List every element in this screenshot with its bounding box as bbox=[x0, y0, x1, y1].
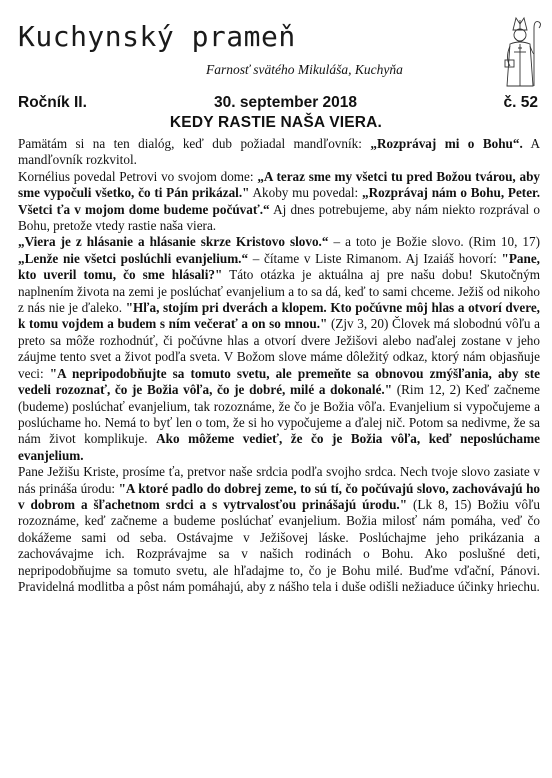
newsletter-title: Kuchynský prameň bbox=[18, 20, 296, 53]
bold-text-run: Ako môžeme vedieť, že čo je Božia vôľa, keď neposlúchame evanjelium. bbox=[18, 431, 540, 463]
bold-text-run: "Pane, kto uveril tomu, čo sme hlásali?" bbox=[18, 250, 540, 283]
text-run: (Zjv 3, 20) Človek má slobodnú vôľu a preto sa môže rozhodnúť, či počúvne hlas a otvorí dvere Ježišovi alebo naďalej zostane v jeho záujme tento svet a život podľa sveta. V Božom slove máme dôležitý odkaz, ktorý nám objasňuje veci: bbox=[18, 316, 540, 381]
bold-text-run: „Lenže nie všetci poslúchli evanjelium.“ bbox=[18, 250, 249, 266]
parish-subtitle: Farnosť svätého Mikuláša, Kuchyňa bbox=[206, 62, 403, 77]
text-run: (Lk 8, 15) Božiu vôľu rozoznáme, keď začneme a budeme poslúchať evanjelium. Božia milosť nám pomáha, veď čo dokážeme sami od seba. Ostávajme v Ježišovej láske. Poslúchajme jeho prikázania a zachovávajme ich. Rozprávajme sa v našich rodinách o Bohu. Ako poslušné deti, nepripodobňujme sa tomuto svetu, ale hľadajme to, čo je Bohu milé. Buďme vďační, Pánovi. Pravidelná modlitba a pôst nám pomáhajú, aby z nášho tela i duše odišli nežiaduce účinky hriechu. bbox=[18, 496, 541, 594]
article-paragraph bbox=[18, 234, 540, 464]
text-run: A mandľovník rozkvitol. bbox=[18, 136, 541, 168]
text-run: Táto otázka je aktuálna aj pre našu dobu! Skutočným naplnením života na zemi je poslúchať evanjelium a to sa dá, keď to sami chceme. Ježiš od nikoho z nás nie je ďaleko. bbox=[18, 267, 540, 316]
text-run: Akoby mu povedal: bbox=[249, 185, 362, 201]
text-run: Pane Ježišu Kriste, prosíme ťa, pretvor naše srdcia podľa svojho srdca. Nech tvoje slovo zasiate v nás prináša úrodu: bbox=[18, 464, 540, 496]
article-paragraph bbox=[18, 464, 540, 595]
text-run: Aj dnes potrebujeme, aby nám niekto rozprával o Bohu, pretože vtedy rastie naša viera. bbox=[18, 201, 540, 234]
bold-text-run: "A ktoré padlo do dobrej zeme, to sú tí, čo počúvajú slovo, zachovávajú ho v dobrom a šľachetnom srdci a s vytrvalosťou prinášajú úrodu." bbox=[18, 480, 541, 512]
bold-text-run: „Rozprávaj nám o Bohu, Peter. Všetci ťa v mojom dome budeme počúvať.“ bbox=[18, 185, 540, 217]
bold-text-run: "A nepripodobňujte sa tomuto svetu, ale premeňte sa obnovou zmýšľania, aby ste vedeli rozoznať, čo je Božia vôľa, čo je dobré, milé a dokonalé." bbox=[18, 365, 540, 398]
bold-text-run: „Rozprávaj mi o Bohu“. bbox=[370, 136, 523, 151]
bold-text-run: „Viera je z hlásanie a hlásanie skrze Kristovo slovo.“ bbox=[18, 234, 329, 250]
volume-label: Ročník II. bbox=[18, 94, 87, 111]
text-run: (Rim 12, 2) Keď začneme (budeme) poslúchať evanjelium, tak rozoznáme, že čo je Božia vôľa. Evanjelium si vypočujeme a poslúchame ho. Nemá to byť len o tom, že si ho vypočujeme a ďalej nič. Potom sa nedivme, že sa nám život komplikuje. bbox=[18, 382, 541, 447]
issue-number: č. 52 bbox=[503, 94, 538, 111]
issue-date: 30. september 2018 bbox=[214, 94, 358, 111]
article-headline: KEDY RASTIE NAŠA VIERA. bbox=[169, 114, 383, 131]
bishop-saint-nicholas-icon bbox=[496, 14, 544, 90]
article-paragraph bbox=[18, 169, 540, 235]
masthead bbox=[16, 20, 486, 90]
text-run: Kornélius povedal Petrovi vo svojom dome: bbox=[18, 168, 258, 184]
text-run: Pamätám si na ten dialóg, keď dub požiadal mandľovník: bbox=[18, 136, 371, 151]
bold-text-run: "Hľa, stojím pri dverách a klopem. Kto počúvne môj hlas a otvorí dvere, k tomu vojdem a budem s ním večerať a on so mnou." bbox=[18, 300, 540, 332]
issue-info-row bbox=[18, 94, 538, 114]
bold-text-run: „A teraz sme my všetci tu pred Božou tvárou, aby sme vypočuli všetko, čo ti Pán prikázal." bbox=[18, 168, 540, 201]
article-paragraph bbox=[18, 136, 540, 169]
article-body bbox=[18, 136, 540, 595]
text-run: – a toto je Božie slovo. (Rim 10, 17) bbox=[328, 234, 540, 250]
text-run: – čítame v Liste Rimanom. Aj Izaiáš hovorí: bbox=[248, 250, 502, 266]
